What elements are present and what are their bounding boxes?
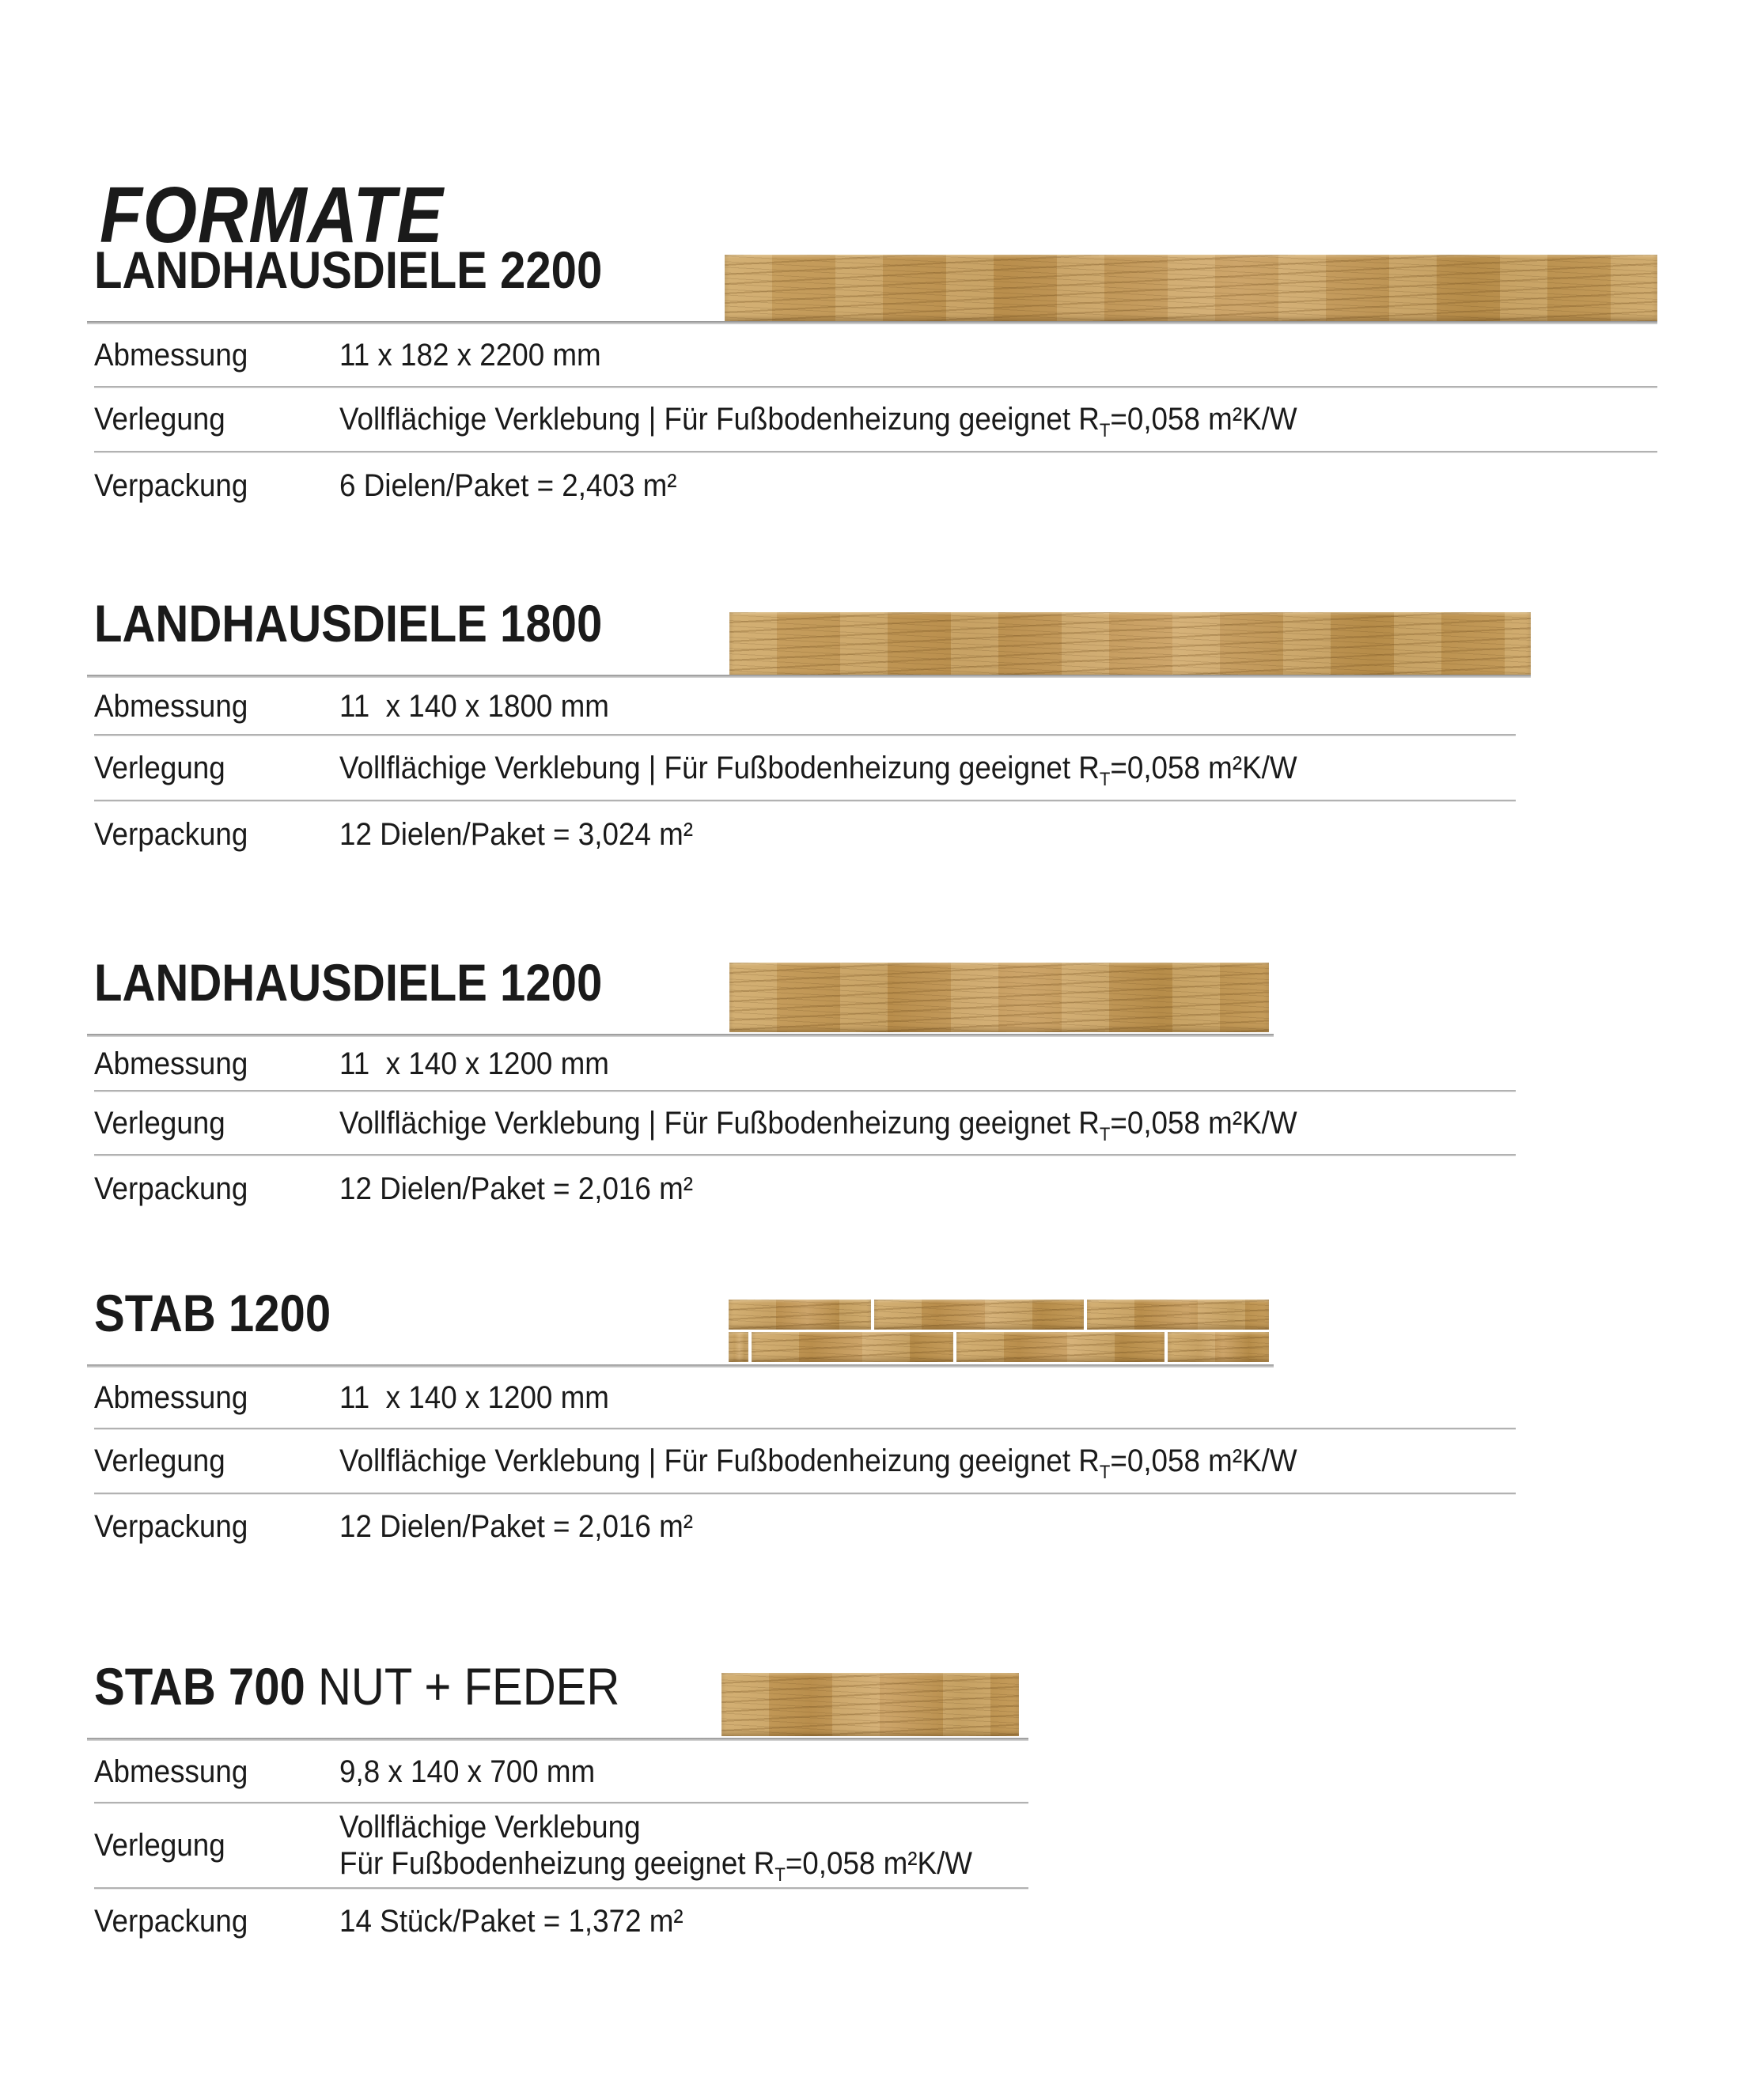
page-title: FORMATE [100, 171, 444, 259]
wood-plank-segment [729, 1332, 748, 1362]
wood-plank-image [729, 963, 1269, 1032]
spec-label: Abmessung [94, 338, 248, 373]
spec-row-verpackung [94, 452, 1657, 519]
spec-value: 12 Dielen/Paket = 2,016 m² [339, 1509, 693, 1544]
spec-label: Verlegung [94, 1444, 225, 1478]
spec-row-abmessung [94, 1368, 1516, 1429]
section-title-text: STAB 700 [94, 1657, 305, 1716]
wood-plank-image [725, 255, 1657, 321]
wood-plank-image [721, 1673, 1019, 1736]
spec-table [94, 1037, 1516, 1221]
spec-table [94, 1368, 1516, 1559]
spec-label: Verpackung [94, 1171, 248, 1206]
section-title-text: LANDHAUSDIELE 1200 [94, 953, 603, 1012]
spec-value: 11 x 140 x 1200 mm [339, 1380, 609, 1415]
section-title-text: LANDHAUSDIELE 1800 [94, 594, 603, 653]
spec-label: Verlegung [94, 1105, 225, 1141]
spec-value: 6 Dielen/Paket = 2,403 m² [339, 468, 677, 503]
spec-value: Vollflächige Verklebung | Für Fußbodenheizung geeignet $R_T=0,058$ m²K/W [339, 1105, 1297, 1145]
wood-plank-segment [1087, 1300, 1269, 1330]
spec-row-abmessung [94, 1741, 1028, 1803]
wood-plank-segment [1168, 1332, 1269, 1362]
spec-row-verpackung [94, 1494, 1516, 1559]
verlegung-line-1: Vollflächige Verklebung [339, 1810, 641, 1845]
spec-table [94, 1741, 1028, 1954]
spec-row-verpackung [94, 1156, 1516, 1221]
spec-table [94, 678, 1516, 867]
spec-value: 14 Stück/Paket = 1,372 m² [339, 1904, 684, 1939]
spec-value: 11 x 182 x 2200 mm [339, 338, 601, 373]
spec-row-verpackung [94, 1889, 1028, 1954]
rt-subscript: T [1099, 1123, 1111, 1145]
wood-plank-segment [752, 1332, 953, 1362]
section-title [94, 242, 602, 297]
spec-label: Abmessung [94, 1380, 248, 1415]
section-title [94, 1659, 619, 1714]
spec-value: Vollflächige Verklebung | Für Fußbodenheizung geeignet $R_T=0,058$ m²K/W [339, 1444, 1297, 1483]
spec-value: 9,8 x 140 x 700 mm [339, 1754, 596, 1789]
rt-subscript: T [1099, 1462, 1111, 1483]
spec-row-abmessung [94, 324, 1657, 388]
spec-value: 11 x 140 x 1200 mm [339, 1046, 609, 1081]
spec-value: 12 Dielen/Paket = 2,016 m² [339, 1171, 693, 1206]
rt-subscript: T [1099, 420, 1111, 441]
rt-subscript: T [774, 1864, 786, 1886]
spec-label: Verpackung [94, 1904, 248, 1939]
wood-plank-segment [729, 1300, 871, 1330]
wood-plank-image [729, 612, 1531, 678]
spec-table [94, 324, 1657, 519]
plank-row [729, 1332, 1269, 1362]
rt-subscript: T [1099, 768, 1111, 790]
spec-value: 11 x 140 x 1800 mm [339, 688, 609, 724]
spec-label: Verpackung [94, 1509, 248, 1544]
spec-row-abmessung [94, 1037, 1516, 1092]
spec-row-verpackung [94, 801, 1516, 867]
spec-label: Abmessung [94, 1046, 248, 1081]
wood-plank-segment [956, 1332, 1164, 1362]
spec-row-verlegung [94, 736, 1516, 801]
spec-value: Vollflächige Verklebung | Für Fußbodenheizung geeignet $R_T=0,058$ m²K/W [339, 750, 1297, 790]
section-title [94, 1285, 331, 1341]
section-title [94, 596, 602, 651]
verlegung-line-2: Für Fußbodenheizung geeignet R [339, 1846, 775, 1881]
spec-label: Abmessung [94, 1754, 248, 1789]
section-title [94, 955, 602, 1010]
spec-label: Abmessung [94, 688, 248, 724]
spec-row-verlegung [94, 1803, 1028, 1889]
spec-value: 12 Dielen/Paket = 3,024 m² [339, 816, 693, 852]
wood-plank-segment [874, 1300, 1084, 1330]
spec-row-verlegung [94, 388, 1657, 452]
plank-row [729, 1300, 1269, 1330]
spec-label: Verpackung [94, 468, 248, 503]
wood-plank-stagger-image [729, 1300, 1269, 1362]
section-title-suffix: NUT + FEDER [305, 1657, 620, 1716]
spec-label: Verlegung [94, 750, 225, 785]
spec-row-abmessung [94, 678, 1516, 736]
spec-label: Verpackung [94, 816, 248, 852]
spec-value: Vollflächige Verklebung | Für Fußbodenheizung geeignet $R_T=0,058$ m²K/W [339, 402, 1297, 441]
spec-row-verlegung [94, 1429, 1516, 1494]
section-title-text: STAB 1200 [94, 1284, 331, 1342]
spec-label: Verlegung [94, 1828, 225, 1863]
spec-label: Verlegung [94, 402, 225, 437]
spec-row-verlegung [94, 1092, 1516, 1156]
section-title-text: LANDHAUSDIELE 2200 [94, 240, 603, 299]
spec-value: Vollflächige Verklebung Für Fußbodenheizung geeignet $R_T=0,058$ m²K/W [339, 1810, 973, 1886]
